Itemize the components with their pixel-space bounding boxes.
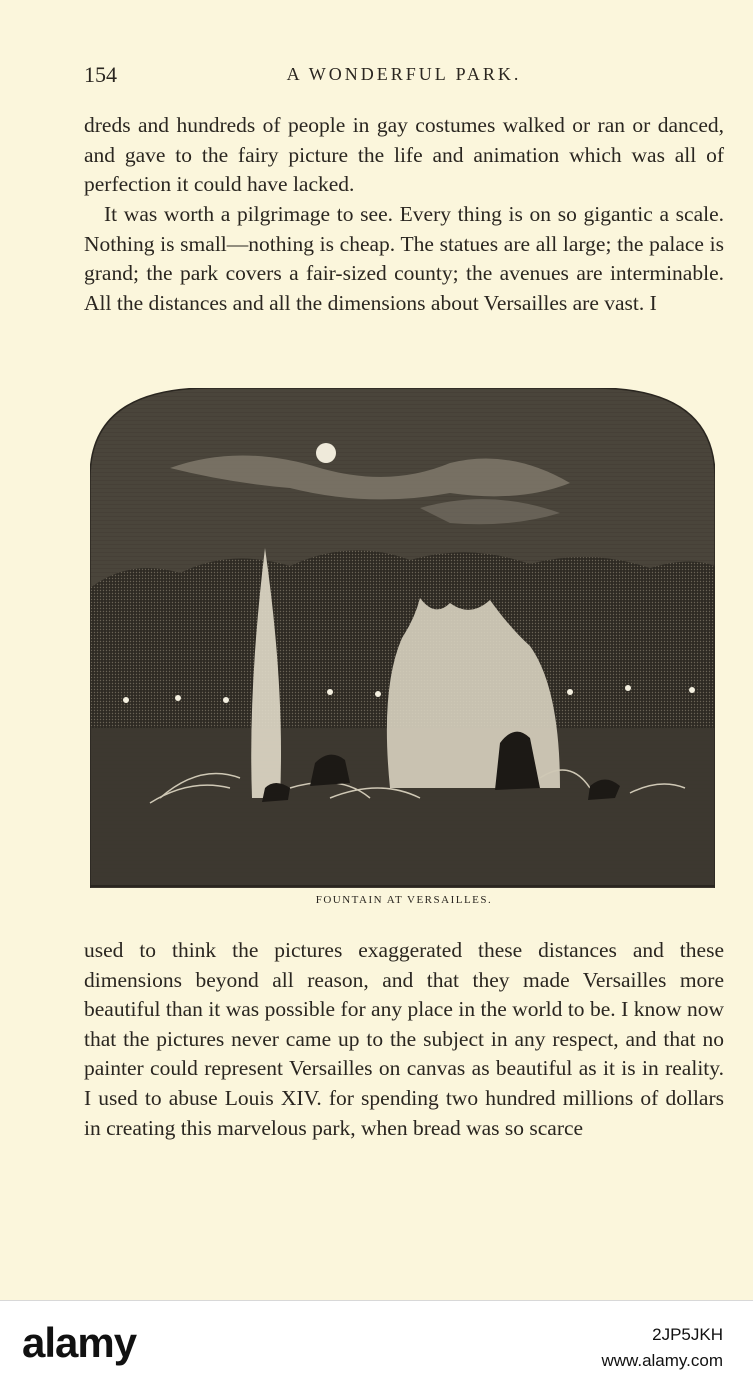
paragraph-1: dreds and hundreds of people in gay costumes walked or ran or danced, and gave to the fairy picture the life and animation which was all of perfection it could have lacked. — [84, 113, 724, 197]
fountain-engraving — [90, 388, 715, 888]
page-header — [84, 62, 724, 90]
running-title: A WONDERFUL PARK. — [286, 64, 522, 84]
image-id: 2JP5JKH — [652, 1325, 723, 1344]
figure-caption: FOUNTAIN AT VERSAILLES. — [315, 894, 493, 906]
site-url: www.alamy.com — [601, 1351, 723, 1370]
paragraph-3: used to think the pictures exaggerated these distances and these dimensions beyond all reason, and that they made Versailles more beautiful than it was possible for any place in the world to be. I know now that the pictures never came up to the subject in any respect, and that no painter could represent Versailles on canvas as beautiful as it is in reality. I used to abuse Louis XIV. for spending two hundred millions of dollars in creating this marvelous park, when bread was so scarce — [84, 938, 724, 1140]
watermark-footer — [0, 1300, 753, 1391]
paragraph-2: It was worth a pilgrimage to see. Every thing is on so gigantic a scale. Nothing is small—nothing is cheap. The statues are all large; the palace is grand; the park covers a fair-sized county; the avenues are interminable. All the distances and all the dimensions about Versailles are vast. I — [84, 202, 724, 315]
page-number: 154 — [84, 62, 117, 87]
alamy-logo: alamy — [22, 1319, 137, 1366]
